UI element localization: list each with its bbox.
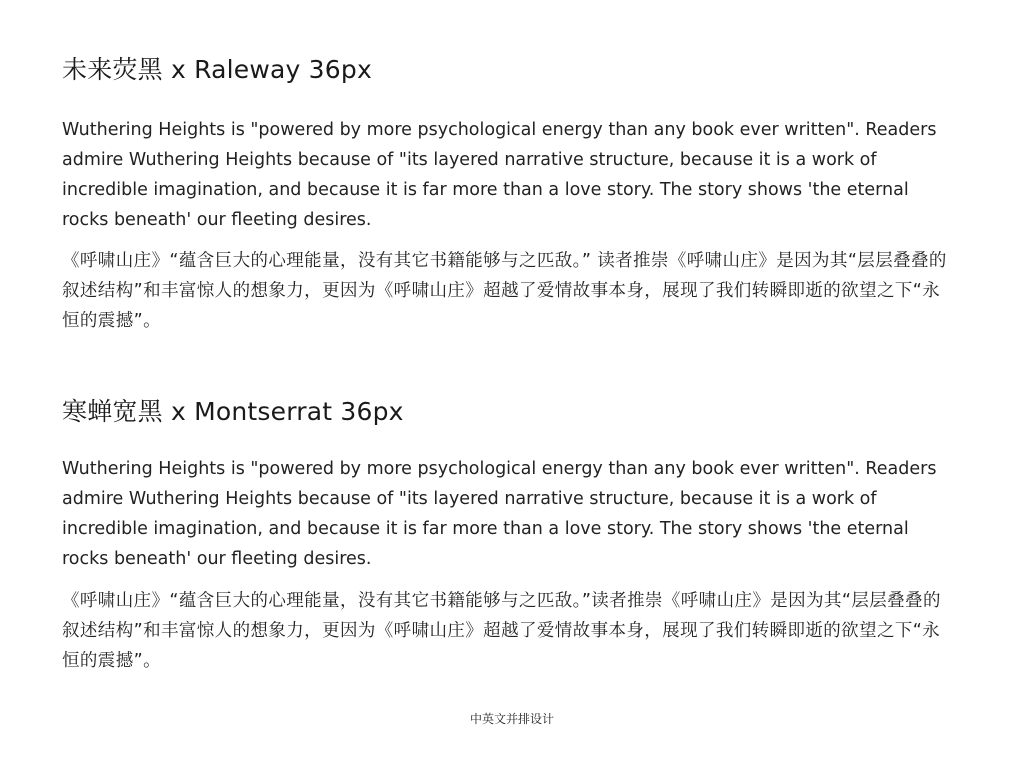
english-sample-paragraph: Wuthering Heights is "powered by more psychological energy than any book ever written". Readers admire Wuthering Heights because of "its layered narrative structure, because it is a work of incredible imagination, and because it is far more than a love story. The story shows 'the eternal rocks beneath' our fleeting desires. [62, 120, 937, 230]
section-heading: 未来荧黑 x Raleway 36px [62, 55, 372, 84]
section-heading: 寒蝉宽黑 x Montserrat 36px [62, 397, 404, 426]
chinese-sample-paragraph: 《呼啸山庄》“蕴含巨大的心理能量，没有其它书籍能够与之匹敌。” 读者推崇《呼啸山庄》是因为其“层层叠叠的叙述结构”和丰富惊人的想象力，更因为《呼啸山庄》超越了爱情故事本身，展现了我们转瞬即逝的欲望之下“永恒的震撼”。 [62, 251, 947, 331]
font-pairing-section-montserrat [62, 394, 952, 676]
english-sample-paragraph: Wuthering Heights is "powered by more psychological energy than any book ever written". Readers admire Wuthering Heights because of "its layered narrative structure, because it is a work of incredible imagination, and because it is far more than a love story. The story shows 'the eternal rocks beneath' our fleeting desires. [62, 459, 937, 569]
page-footer: 中英文并排设计 [469, 712, 554, 726]
chinese-sample-paragraph: 《呼啸山庄》“蕴含巨大的心理能量，没有其它书籍能够与之匹敌。”读者推崇《呼啸山庄》是因为其“层层叠叠的叙述结构”和丰富惊人的想象力，更因为《呼啸山庄》超越了爱情故事本身，展现了我们转瞬即逝的欲望之下“永恒的震撼”。 [62, 591, 941, 671]
font-pairing-section-raleway [62, 52, 952, 336]
